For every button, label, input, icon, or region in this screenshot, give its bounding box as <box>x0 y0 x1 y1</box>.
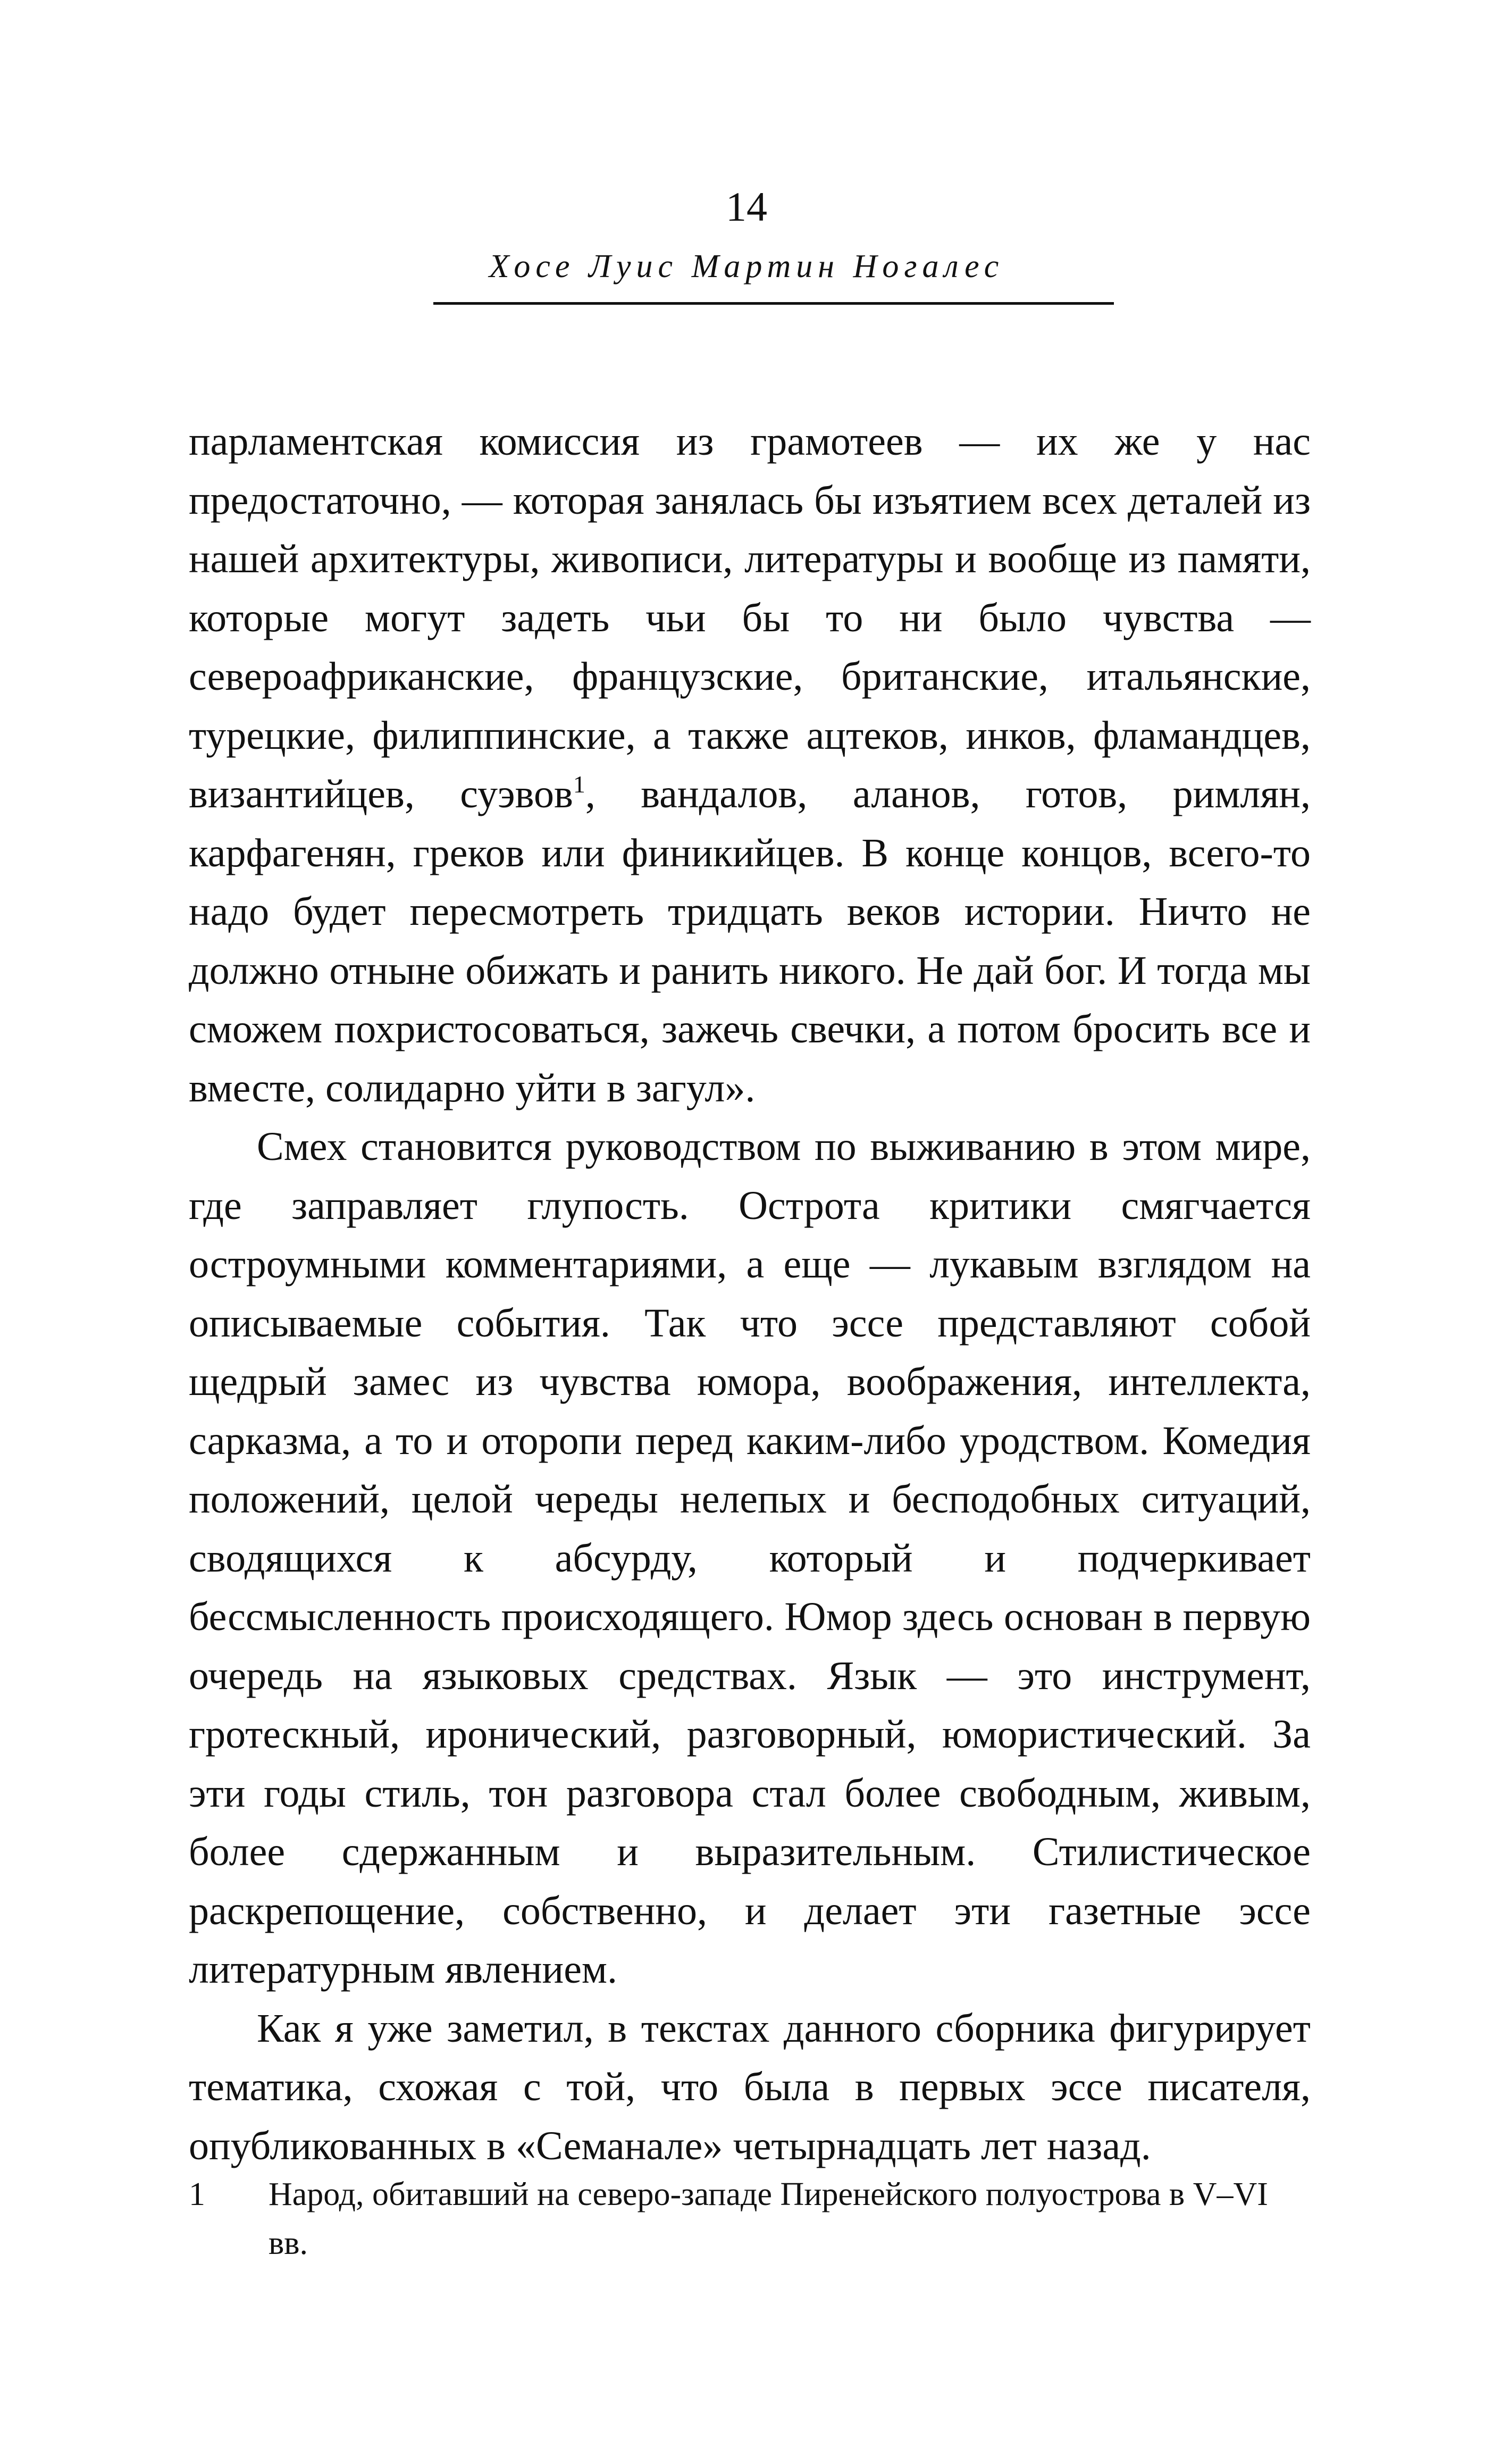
running-title: Хосе Луис Мартин Ногалес <box>489 248 1004 285</box>
footnote <box>189 2170 1311 2268</box>
paragraph-1-text-after-note: , вандалов, аланов, готов, римлян, карфагенян, греков или финикийцев. В конце концов, всего-то надо будет пересмотреть тридцать веков истории. Ничто не должно отныне обижать и ранить никого. Не дай бог. И тогда мы сможем похристосоваться, зажечь свечки, а потом бросить все и вместе, солидарно уйти в загул». <box>189 772 1311 1110</box>
footnote-reference: 1 <box>573 771 585 798</box>
paragraph-1-text-before-note: парламентская комиссия из грамотеев — их же у нас предостаточно, — которая занялась бы изъятием всех деталей из нашей архитектуры, живописи, литературы и вообще из памяти, которые могут задеть чьи бы то ни было чувства — североафриканские, французские, британские, итальянские, турецкие, филиппинские, а также ацтеков, инков, фламандцев, византийцев, суэвов <box>189 419 1311 816</box>
paragraph-3: Как я уже заметил, в текстах данного сборника фигурирует тематика, схожая с той, что была в первых эссе писателя, опубликованных в «Семанале» четырнадцать лет назад. <box>189 2006 1311 2168</box>
footnote-text: Народ, обитавший на северо-западе Пиренейского полуострова в V–VI вв. <box>269 2176 1268 2261</box>
header-rule <box>433 302 1114 305</box>
footnote-number: 1 <box>189 2176 205 2212</box>
paragraph-1 <box>189 412 1311 1117</box>
paragraph-2: Смех становится руководством по выживанию в этом мире, где заправляет глупость. Острота критики смягчается остроумными комментариями, а еще — лукавым взглядом на описываемые события. Так что эссе представляют собой щедрый замес из чувства юмора, воображения, интеллекта, сарказма, а то и оторопи перед каким-либо уродством. Комедия положений, целой череды нелепых и бесподобных ситуаций, сводящихся к абсурду, который и подчеркивает бессмысленность происходящего. Юмор здесь основан в первую очередь на языковых средствах. Язык — это инструмент, гротескный, иронический, разговорный, юмористический. За эти годы стиль, тон разговора стал более свободным, живым, более сдержанным и выразительным. Стилистическое раскрепощение, собственно, и делает эти газетные эссе литературным явлением. <box>189 1124 1311 1992</box>
main-text <box>189 412 1311 2175</box>
page-number: 14 <box>726 183 767 230</box>
